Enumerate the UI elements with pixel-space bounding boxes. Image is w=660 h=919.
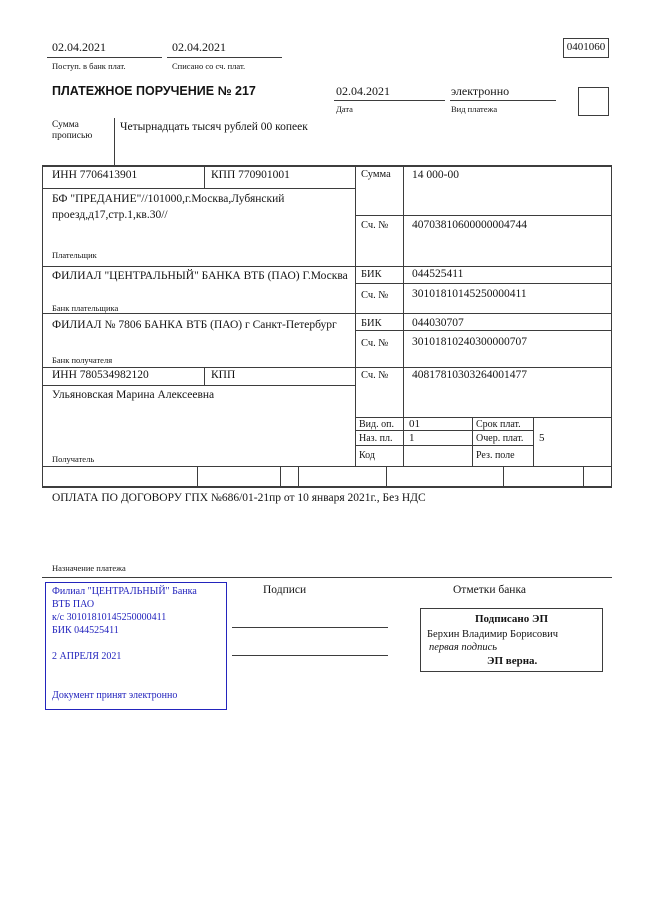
grid-line — [355, 215, 612, 216]
grid-line — [386, 466, 387, 486]
due-date-label: Срок плат. — [476, 419, 521, 430]
payer-account-label: Сч. № — [361, 220, 389, 231]
payee-account-value: 40817810303264001477 — [412, 369, 527, 381]
payer-bank-bik-label: БИК — [361, 269, 382, 280]
received-in-bank-date: 02.04.2021 — [52, 40, 106, 54]
table-right-border — [611, 165, 612, 487]
esign-signer-name: Берхин Владимир Борисович — [427, 629, 558, 640]
payee-bank-bik-label: БИК — [361, 318, 382, 329]
amount-words-label: Сумма прописью — [52, 120, 93, 142]
payee-bank-bik-value: 044030707 — [412, 317, 464, 329]
table-bottom-border — [42, 486, 612, 488]
grid-line — [197, 466, 198, 486]
form-code: 0401060 — [566, 41, 606, 53]
payer-kpp: КПП 770901001 — [211, 169, 290, 181]
stamp-date: 2 АПРЕЛЯ 2021 — [52, 651, 122, 662]
esign-box — [420, 608, 603, 672]
grid-line — [403, 165, 404, 466]
purpose-code-label: Наз. пл. — [359, 433, 393, 444]
grid-line — [355, 445, 533, 446]
esign-title: Подписано ЭП — [474, 613, 549, 625]
debited-date-underline — [167, 57, 282, 58]
grid-line — [583, 466, 584, 486]
payee-account-label: Сч. № — [361, 370, 389, 381]
grid-line — [503, 466, 504, 486]
sum-label: Сумма — [361, 169, 391, 180]
received-in-bank-label: Поступ. в банк плат. — [52, 61, 126, 71]
payee-kpp: КПП — [211, 369, 236, 381]
signatures-label: Подписи — [263, 584, 307, 596]
payee-bank-account-label: Сч. № — [361, 338, 389, 349]
payment-purpose-label: Назначение платежа — [52, 563, 126, 573]
grid-line — [42, 188, 355, 189]
grid-line — [472, 417, 473, 466]
payment-kind-value: электронно — [451, 84, 510, 98]
esign-signature-type: первая подпись — [429, 642, 498, 653]
grid-line — [204, 165, 205, 188]
payee-bank-name: ФИЛИАЛ № 7806 БАНКА ВТБ (ПАО) г Санкт-Петербург — [52, 319, 337, 331]
grid-line — [42, 466, 612, 467]
payee-label: Получатель — [52, 454, 95, 464]
payment-kind-underline — [450, 100, 556, 101]
signature-line-1 — [232, 627, 388, 628]
bank-stamp — [45, 582, 227, 710]
grid-line — [204, 367, 205, 385]
payer-bank-bik-value: 044525411 — [412, 268, 464, 280]
grid-line — [355, 330, 612, 331]
amount-words-value: Четырнадцать тысяч рублей 00 копеек — [120, 121, 308, 133]
op-kind-label: Вид. оп. — [359, 419, 394, 430]
debited-from-account-date: 02.04.2021 — [172, 40, 226, 54]
payee-inn: ИНН 780534982120 — [52, 369, 149, 381]
stamp-bank-name-line2: ВТБ ПАО — [52, 599, 95, 610]
payment-kind-label: Вид платежа — [451, 104, 498, 114]
payer-bank-name: ФИЛИАЛ "ЦЕНТРАЛЬНЫЙ" БАНКА ВТБ (ПАО) Г.Москва — [52, 270, 348, 282]
grid-line — [533, 417, 534, 466]
grid-line — [280, 466, 281, 486]
payer-account-value: 40703810600000004744 — [412, 219, 527, 231]
bank-marks-label: Отметки банка — [453, 584, 526, 596]
sum-value: 14 000-00 — [412, 169, 459, 181]
payer-inn: ИНН 7706413901 — [52, 169, 138, 181]
payment-purpose-text: ОПЛАТА ПО ДОГОВОРУ ГПХ №686/01-21пр от 10 января 2021г., Без НДС — [52, 492, 426, 504]
table-left-border — [42, 165, 43, 487]
date-label: Дата — [336, 104, 353, 114]
payee-name: Ульяновская Марина Алексеевна — [52, 389, 215, 401]
date-underline — [334, 100, 445, 101]
grid-line — [355, 165, 356, 466]
op-kind-value: 01 — [409, 418, 420, 430]
document-title: ПЛАТЕЖНОЕ ПОРУЧЕНИЕ № 217 — [52, 84, 256, 98]
form-code-box — [563, 38, 609, 58]
debited-from-account-label: Списано со сч. плат. — [172, 61, 246, 71]
code-label: Код — [359, 450, 375, 461]
esign-verified: ЭП верна. — [487, 655, 538, 667]
grid-line — [42, 385, 355, 386]
purpose-underline — [42, 577, 612, 578]
purpose-code-value: 1 — [409, 432, 415, 444]
priority-label: Очер. плат. — [476, 433, 524, 444]
payer-label: Плательщик — [52, 250, 97, 260]
payer-name: БФ "ПРЕДАНИЕ"//101000,г.Москва,Лубянский проезд,д17,стр.1,кв.30// — [52, 193, 285, 221]
stamp-corr-account: к/с 30101810145250000411 — [52, 612, 167, 623]
received-date-underline — [47, 57, 162, 58]
stamp-footer: Документ принят электронно — [52, 690, 178, 701]
grid-line — [42, 313, 612, 314]
payee-bank-label: Банк получателя — [52, 355, 113, 365]
signature-line-2 — [232, 655, 388, 656]
payer-bank-account-value: 30101810145250000411 — [412, 288, 527, 300]
payee-bank-account-value: 30101810240300000707 — [412, 336, 527, 348]
reserve-field-label: Рез. поле — [476, 450, 515, 461]
payer-bank-account-label: Сч. № — [361, 290, 389, 301]
grid-line — [298, 466, 299, 486]
payer-bank-label: Банк плательщика — [52, 303, 119, 313]
status-checkbox — [578, 87, 609, 116]
priority-value: 5 — [539, 432, 545, 444]
grid-line — [355, 283, 612, 284]
amount-words-divider — [114, 118, 115, 165]
table-top-border — [42, 165, 612, 167]
stamp-bank-name-line1: Филиал "ЦЕНТРАЛЬНЫЙ" Банка — [52, 586, 197, 597]
grid-line — [42, 266, 612, 267]
document-date: 02.04.2021 — [336, 84, 390, 98]
stamp-bik: БИК 044525411 — [52, 625, 119, 636]
